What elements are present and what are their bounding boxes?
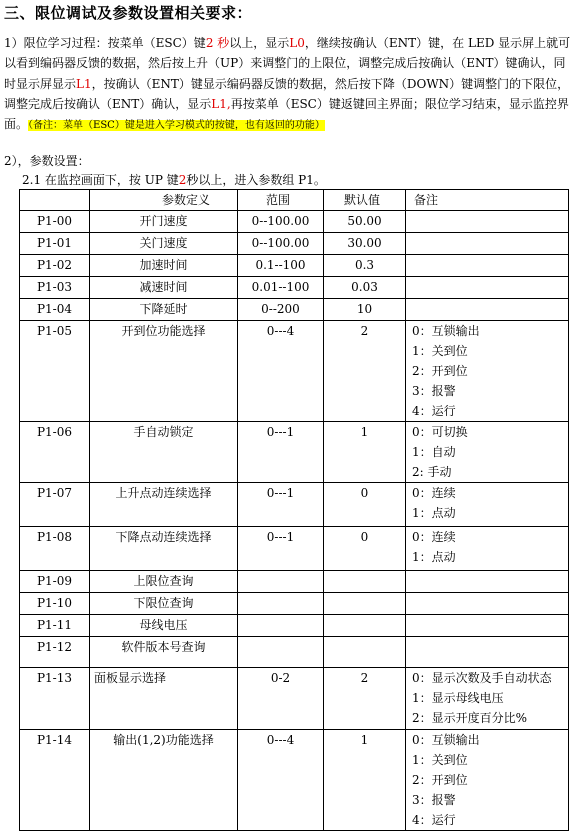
para-text: 1）限位学习过程：按菜单（ESC）键 [4, 36, 206, 50]
header-note: 备注 [406, 190, 569, 211]
cell-definition: 下降点动连续选择 [90, 527, 238, 571]
cell-range: 0--100.00 [238, 233, 324, 255]
cell-default: 0.3 [324, 255, 406, 277]
note-line: 1：关到位 [412, 344, 468, 358]
note-line: 3：报警 [412, 793, 456, 807]
cell-default [324, 615, 406, 637]
note-line: 0：可切换 [412, 425, 468, 439]
cell-default [324, 637, 406, 668]
sub-text: 秒以上，进入参数组 P1。 [186, 173, 326, 187]
cell-definition: 下限位查询 [90, 593, 238, 615]
cell-definition: 下降延时 [90, 299, 238, 321]
cell-notes [406, 211, 569, 233]
table-row [20, 321, 569, 422]
note-line: 0：连续 [412, 486, 456, 500]
cell-range: 0---4 [238, 730, 324, 831]
sub-red-seconds: 2 [178, 173, 187, 187]
cell-definition: 开门速度 [90, 211, 238, 233]
cell-notes [406, 321, 569, 422]
para-text: 以上，显示 [229, 36, 290, 50]
note-line: 0：连续 [412, 530, 456, 544]
cell-notes [406, 299, 569, 321]
table-body [20, 211, 569, 831]
table-row [20, 668, 569, 730]
para-text: ，按确认（ENT）键显示编码器反馈的数据，然后按下降（DOWN）键调整门的下限位，调整完成后按确认（ENT）确认，显示 [4, 76, 570, 111]
parameter-table [19, 189, 569, 831]
cell-default: 50.00 [324, 211, 406, 233]
cell-default: 10 [324, 299, 406, 321]
table-row [20, 211, 569, 233]
cell-code: P1-10 [20, 593, 90, 615]
highlighted-note: （备注：菜单（ESC）键是进入学习模式的按键，也有返回的功能） [28, 120, 325, 132]
cell-range: 0---1 [238, 422, 324, 483]
cell-definition: 减速时间 [90, 277, 238, 299]
cell-notes [406, 730, 569, 831]
cell-notes [406, 615, 569, 637]
table-row [20, 233, 569, 255]
para-red-duration: 2 秒 [205, 36, 230, 50]
cell-notes [406, 255, 569, 277]
note-line: 4：运行 [412, 813, 456, 827]
cell-code: P1-04 [20, 299, 90, 321]
cell-default: 0.03 [324, 277, 406, 299]
cell-notes [406, 483, 569, 527]
table-row [20, 593, 569, 615]
cell-default: 2 [324, 321, 406, 422]
cell-code: P1-01 [20, 233, 90, 255]
cell-definition: 关门速度 [90, 233, 238, 255]
cell-notes [406, 593, 569, 615]
note-line: 1：点动 [412, 506, 456, 520]
cell-code: P1-02 [20, 255, 90, 277]
cell-notes [406, 571, 569, 593]
cell-range: 0---1 [238, 527, 324, 571]
para-red-l1: L1 [76, 76, 92, 91]
note-line: 1：点动 [412, 550, 456, 564]
cell-notes [406, 668, 569, 730]
header-default: 默认值 [324, 190, 406, 211]
table-row [20, 422, 569, 483]
note-line: 2：显示开度百分比% [412, 711, 528, 725]
cell-definition: 软件版本号查询 [90, 637, 238, 668]
cell-notes [406, 637, 569, 668]
table-row [20, 615, 569, 637]
cell-range: 0--100.00 [238, 211, 324, 233]
cell-definition: 手自动锁定 [90, 422, 238, 483]
cell-code: P1-14 [20, 730, 90, 831]
note-line: 0：互锁输出 [412, 324, 480, 338]
cell-notes [406, 527, 569, 571]
cell-code: P1-12 [20, 637, 90, 668]
cell-definition: 加速时间 [90, 255, 238, 277]
note-line: 2: 手动 [412, 465, 452, 479]
cell-default [324, 593, 406, 615]
note-line: 4：运行 [412, 404, 456, 418]
table-row [20, 299, 569, 321]
cell-notes [406, 277, 569, 299]
cell-range [238, 593, 324, 615]
cell-definition: 母线电压 [90, 615, 238, 637]
table-row [20, 730, 569, 831]
para-text: ，继续按确认（ENT）键，在 LED 显示屏上就可以看到编码器反馈的数据，然后按上升（UP）来调整门的上限位，调整完成后按确认（ENT）键确认，同时显示屏显示 [4, 36, 571, 91]
cell-definition: 输出(1,2)功能选择 [90, 730, 238, 831]
cell-range [238, 615, 324, 637]
cell-range: 0--200 [238, 299, 324, 321]
subsection-2-1 [22, 171, 326, 188]
cell-code: P1-07 [20, 483, 90, 527]
note-line: 0：显示次数及手自动状态 [412, 671, 552, 685]
table-row [20, 527, 569, 571]
table-header-row [20, 190, 569, 211]
cell-definition: 面板显示选择 [90, 668, 238, 730]
cell-range: 0-2 [238, 668, 324, 730]
cell-notes [406, 422, 569, 483]
cell-code: P1-08 [20, 527, 90, 571]
cell-definition: 上限位查询 [90, 571, 238, 593]
cell-default [324, 571, 406, 593]
cell-code: P1-13 [20, 668, 90, 730]
section-heading: 三、限位调试及参数设置相关要求： [4, 4, 253, 22]
table-row [20, 637, 569, 668]
table-row [20, 277, 569, 299]
cell-code: P1-05 [20, 321, 90, 422]
cell-code: P1-11 [20, 615, 90, 637]
table-row [20, 483, 569, 527]
cell-definition: 开到位功能选择 [90, 321, 238, 422]
cell-code: P1-03 [20, 277, 90, 299]
cell-range [238, 637, 324, 668]
note-line: 1：自动 [412, 445, 456, 459]
cell-default: 1 [324, 730, 406, 831]
para-text: 再按菜单（ESC）键返键回主界面；限位学习结束，显示监控界面。 [4, 96, 569, 132]
cell-default: 1 [324, 422, 406, 483]
limit-learning-paragraph [4, 33, 572, 136]
note-line: 1：显示母线电压 [412, 691, 504, 705]
note-line: 1：关到位 [412, 753, 468, 767]
cell-code: P1-09 [20, 571, 90, 593]
cell-range: 0---1 [238, 483, 324, 527]
para-red-l0: L0 [289, 36, 305, 50]
cell-range: 0.1--100 [238, 255, 324, 277]
note-line: 3：报警 [412, 384, 456, 398]
cell-default: 0 [324, 527, 406, 571]
table-row [20, 571, 569, 593]
cell-code: P1-06 [20, 422, 90, 483]
note-line: 2：开到位 [412, 773, 468, 787]
cell-range: 0.01--100 [238, 277, 324, 299]
sub-text: 2.1 在监控画面下，按 UP 键 [22, 173, 179, 187]
cell-range: 0---4 [238, 321, 324, 422]
cell-default: 30.00 [324, 233, 406, 255]
cell-default: 2 [324, 668, 406, 730]
note-line: 0：互锁输出 [412, 733, 480, 747]
note-line: 2：开到位 [412, 364, 468, 378]
cell-code: P1-00 [20, 211, 90, 233]
cell-range [238, 571, 324, 593]
cell-notes [406, 233, 569, 255]
table-row [20, 255, 569, 277]
header-range: 范围 [238, 190, 324, 211]
cell-default: 0 [324, 483, 406, 527]
header-definition: 参数定义 [90, 190, 238, 211]
section-2-title: 2），参数设置： [4, 154, 90, 168]
header-code [20, 190, 90, 211]
para-red-l1-second: L1, [211, 96, 231, 111]
cell-definition: 上升点动连续选择 [90, 483, 238, 527]
